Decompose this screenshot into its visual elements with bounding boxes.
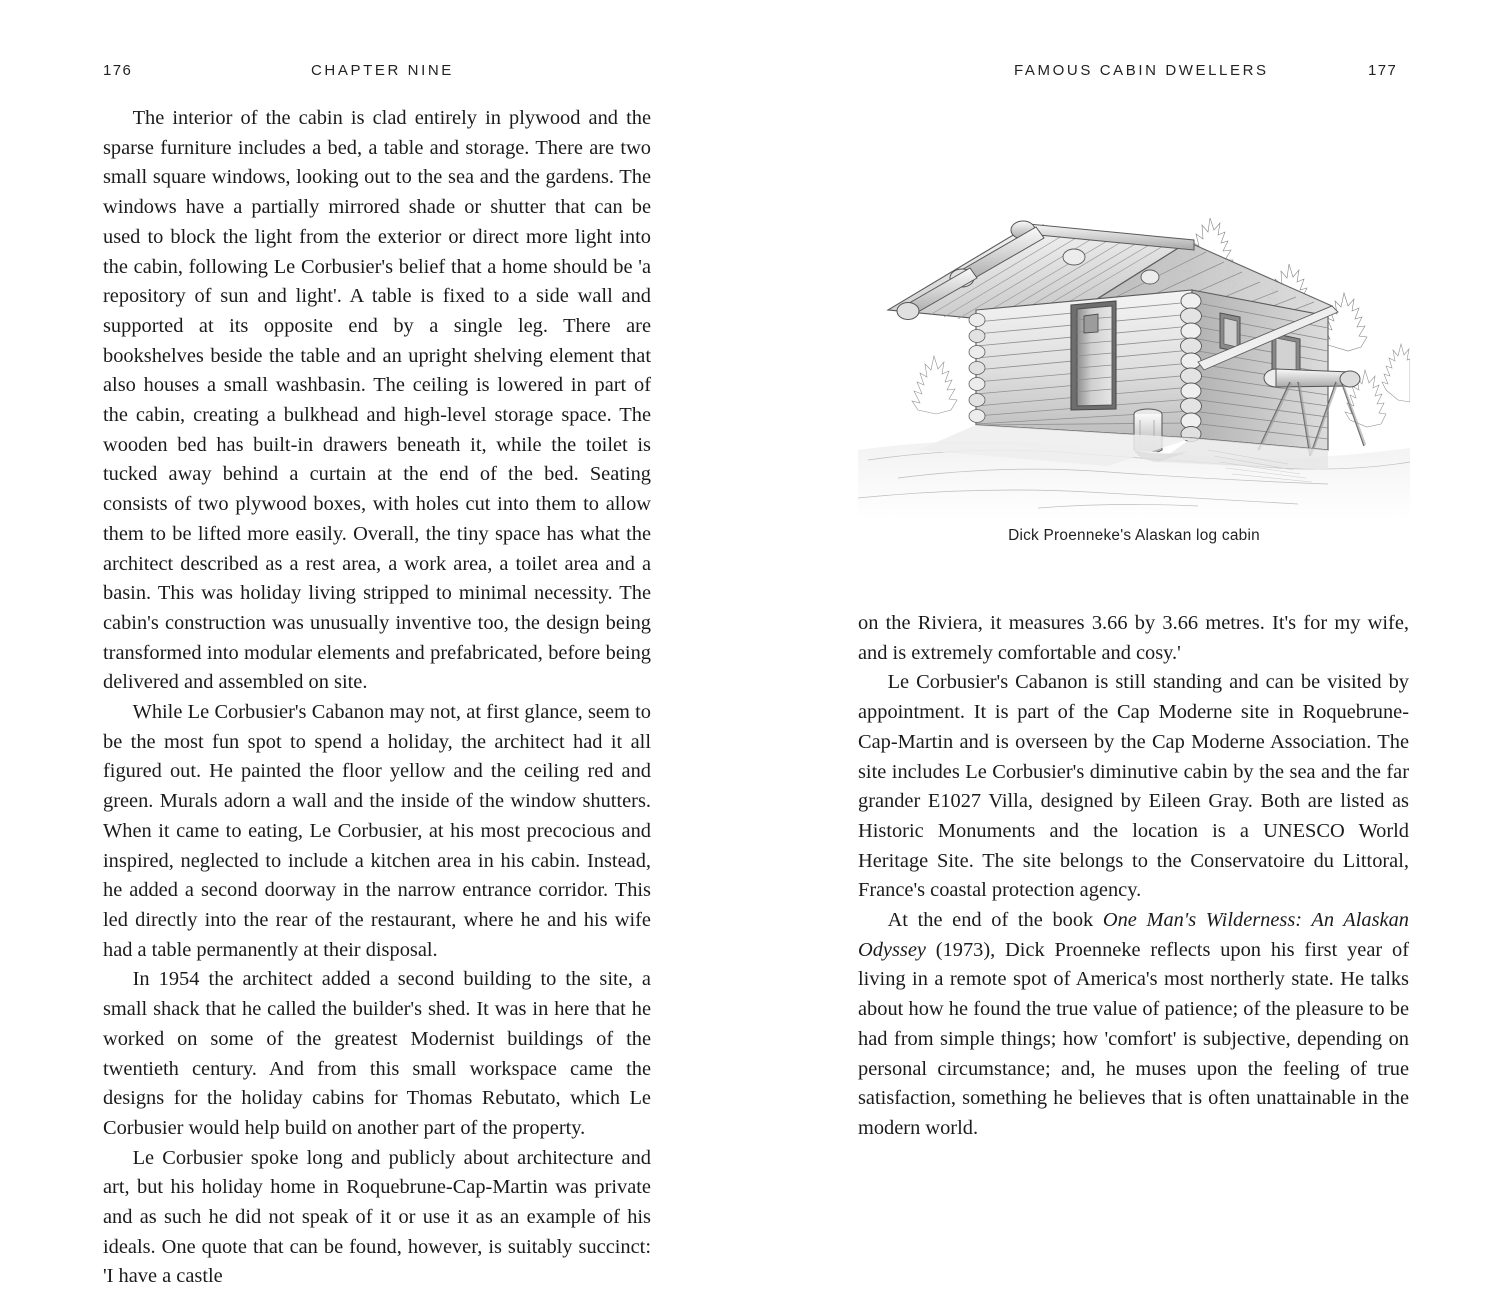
paragraph: Le Corbusier spoke long and publicly about architecture and art, but his holiday home in Roquebrune-Cap-Martin was private and as such he did not speak of it or use it as an example of his ideals. One quote that can be found, however, is suitably succinct: 'I have a castle [103,1146,651,1288]
running-head-left-page: CHAPTER NINE [311,62,454,79]
cabin-structure [888,221,1338,450]
folio-left-page: 176 [103,62,133,79]
figure-caption: Dick Proenneke's Alaskan log cabin [1008,527,1260,544]
cabin-illustration [858,120,1410,520]
left-page-body-text [103,104,651,1292]
folio-right-page: 177 [1368,62,1398,79]
paragraph: The interior of the cabin is clad entirely in plywood and the sparse furniture includes a bed, a table and storage. There are two small square windows, looking out to the sea and the gardens. The windows have a partially mirrored shade or shutter that can be used to block the light from the exterior or direct more light into the cabin, following Le Corbusier's belief that a home should be 'a repository of sun and light'. A table is fixed to a side wall and supported at its opposite end by a single leg. There are bookshelves beside the table and an upright shelving element that also houses a small washbasin. The ceiling is lowered in part of the cabin, creating a bulkhead and high-level storage space. The wooden bed has built-in drawers beneath it, while the toilet is tucked away behind a curtain at the end of the bed. Seating consists of two plywood boxes, with holes cut into them to allow them to be lifted more easily. Overall, the tiny space has what the architect described as a rest area, a work area, a toilet area and a basin. This was holiday living stripped to minimal necessity. The cabin's construction was unusually inventive too, the design being transformed into modular elements and prefabricated, before being delivered and assembled on site. [103,107,651,694]
paragraph: Le Corbusier's Cabanon is still standing and can be visited by appointment. It is part of the Cap Moderne site in Roquebrune-Cap-Martin and is overseen by the Cap Moderne Association. The site includes Le Corbusier's diminutive cabin by the sea and the far grander E1027 Villa, designed by Eileen Gray. Both are listed as Historic Monuments and the location is a UNESCO World Heritage Site. The site belongs to the Conservatoire du Littoral, France's coastal protection agency. [858,671,1409,902]
paragraph: While Le Corbusier's Cabanon may not, at first glance, seem to be the most fun spot to spend a holiday, the architect had it all figured out. He painted the floor yellow and the ceiling red and green. Murals adorn a wall and the inside of the window shutters. When it came to eating, Le Corbusier, at his most precocious and inspired, neglected to include a kitchen area in his cabin. Instead, he added a second doorway in the narrow entrance corridor. This led directly into the rear of the restaurant, where he and his wife had a table permanently at their disposal. [103,701,651,961]
running-head-right-page: FAMOUS CABIN DWELLERS [1014,62,1269,79]
right-page-body-text [858,609,1409,1144]
paragraph: At the end of the book One Man's Wilderness: An Alaskan Odyssey (1973), Dick Proenneke reflects upon his first year of living in a remote spot of America's most northerly state. He talks about how he found the true value of patience; of the pleasure to be had from simple things; how 'comfort' is subjective, depending on personal circumstance; and, he muses upon the feeling of true satisfaction, something he believes that is often unattainable in the modern world. [858,909,1409,1139]
paragraph: on the Riviera, it measures 3.66 by 3.66 metres. It's for my wife, and is extremely comfortable and cosy.' [858,612,1409,664]
front-door-icon [1071,301,1116,410]
paragraph: In 1954 the architect added a second building to the site, a small shack that he called the builder's shed. It was in here that he worked on some of the greatest Modernist buildings of the twentieth century. And from this small workspace came the designs for the holiday cabins for Thomas Rebutato, which Le Corbusier would help build on another part of the property. [103,968,651,1139]
